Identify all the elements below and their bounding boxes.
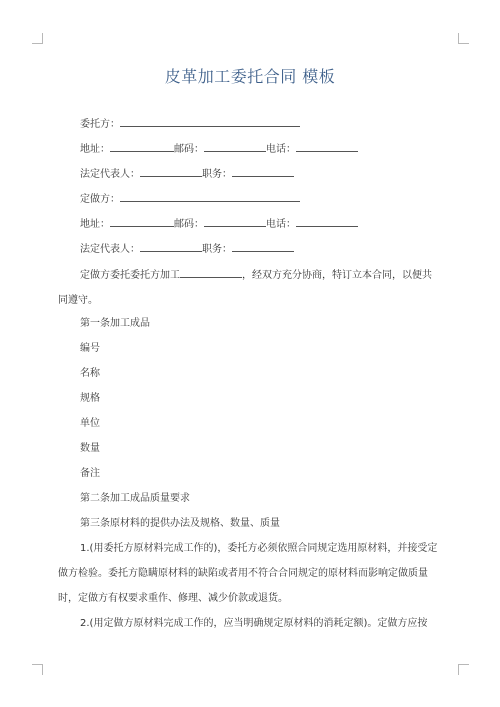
intro-blank — [180, 266, 242, 278]
article3-heading: 第三条原材料的提供办法及规格、数量、质量 — [80, 518, 280, 529]
article3-paragraph1 — [58, 542, 444, 606]
party-a-position-label: 职务： — [202, 169, 232, 180]
party-b-phone-label: 电话： — [266, 219, 296, 230]
party-a-phone-label: 电话： — [266, 144, 296, 155]
party-a-rep-line — [80, 165, 294, 182]
crop-mark-top-left — [32, 33, 43, 44]
article1-item-number: 编号 — [80, 343, 100, 354]
party-b-rep-line — [80, 240, 294, 257]
crop-mark-bottom-right — [458, 664, 469, 675]
party-b-rep-label: 法定代表人： — [80, 244, 140, 255]
party-b-label: 定做方： — [80, 194, 120, 205]
intro-part1: 定做方委托委托方加工 — [80, 270, 180, 281]
party-a-label: 委托方： — [80, 119, 120, 130]
party-b-line — [80, 190, 300, 207]
party-a-rep-blank — [140, 165, 202, 177]
crop-mark-bottom-left — [32, 664, 43, 675]
article3-paragraph2 — [58, 617, 444, 631]
article1-item-spec: 规格 — [80, 393, 100, 404]
party-a-position-blank — [232, 165, 294, 177]
crop-mark-top-right — [458, 33, 469, 44]
article1-item-unit: 单位 — [80, 418, 100, 429]
party-a-blank — [120, 115, 300, 127]
party-a-address-label: 地址： — [80, 144, 110, 155]
party-b-position-label: 职务： — [202, 244, 232, 255]
article1-item-name: 名称 — [80, 368, 100, 379]
article3-p2-line1: 2.(用定做方原材料完成工作的，应当明确规定原材料的消耗定额)。定做方应按 — [80, 618, 428, 629]
party-b-phone-blank — [296, 215, 358, 227]
article3-p1-line3: 时，定做方有权要求重作、修理、减少价款或退货。 — [58, 593, 288, 604]
party-b-address-blank — [110, 215, 174, 227]
intro-paragraph — [58, 266, 444, 308]
article2-heading: 第二条加工成品质量要求 — [80, 493, 190, 504]
party-b-blank — [120, 190, 300, 202]
article3-p1-line1: 1.(用委托方原材料完成工作的)，委托方必须依照合同规定选用原材料，并接受定 — [80, 543, 438, 554]
party-b-postcode-label: 邮码： — [174, 219, 204, 230]
article1-heading: 第一条加工成品 — [80, 318, 150, 329]
party-a-rep-label: 法定代表人： — [80, 169, 140, 180]
party-b-address-label: 地址： — [80, 219, 110, 230]
party-a-postcode-blank — [204, 140, 266, 152]
intro-line2: 同遵守。 — [58, 295, 98, 306]
intro-part2: ，经双方充分协商，特订立本合同，以便共 — [242, 270, 432, 281]
party-a-postcode-label: 邮码： — [174, 144, 204, 155]
party-b-postcode-blank — [204, 215, 266, 227]
party-b-address-line — [80, 215, 358, 232]
party-a-line — [80, 115, 300, 132]
article3-p1-line2: 做方检验。委托方隐瞒原材料的缺陷或者用不符合合同规定的原材料而影响定做质量 — [58, 568, 428, 579]
article1-item-remarks: 备注 — [80, 468, 100, 479]
party-a-address-line — [80, 140, 358, 157]
party-a-phone-blank — [296, 140, 358, 152]
party-b-rep-blank — [140, 240, 202, 252]
document-title: 皮革加工委托合同 模板 — [164, 67, 336, 86]
party-b-position-blank — [232, 240, 294, 252]
article1-item-quantity: 数量 — [80, 443, 100, 454]
party-a-address-blank — [110, 140, 174, 152]
